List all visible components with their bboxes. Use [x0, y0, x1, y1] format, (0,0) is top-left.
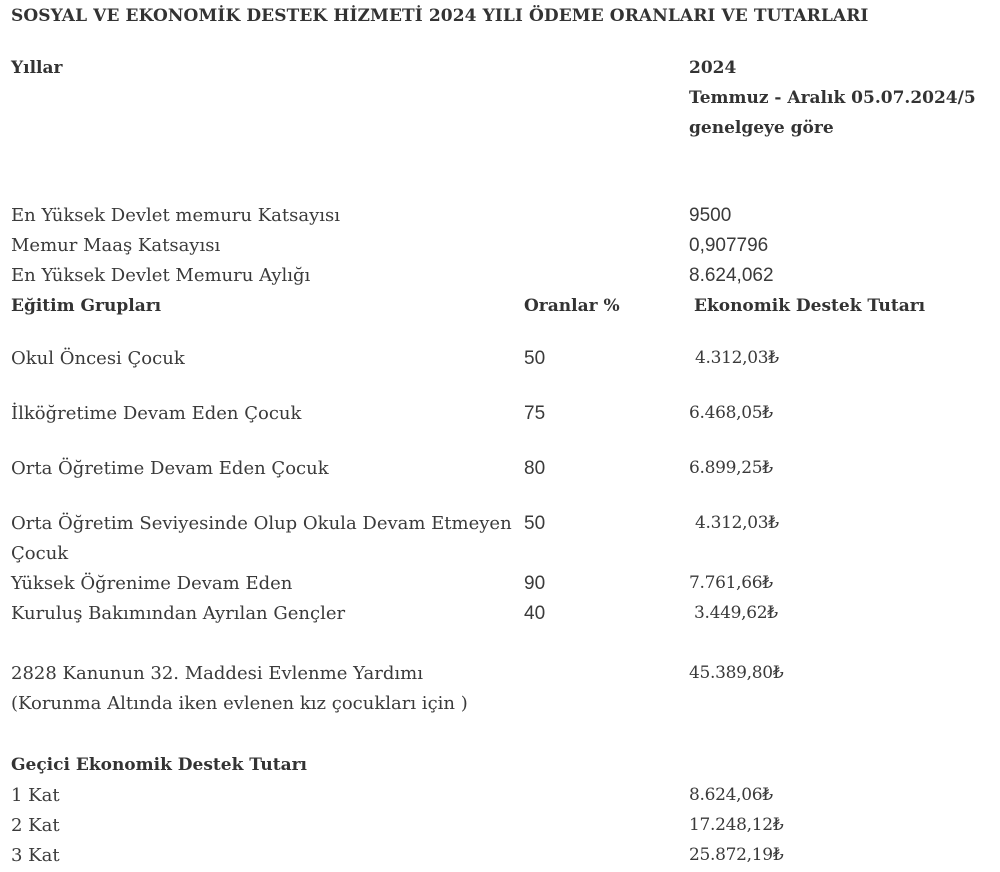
period-line-2: genelgeye göre — [689, 118, 834, 138]
table-row-amount: 4.312,03₺ — [695, 348, 779, 368]
marriage-aid-amount: 45.389,80₺ — [689, 663, 784, 683]
table-row-rate: 50 — [524, 348, 546, 369]
temporary-support-heading: Geçici Ekonomik Destek Tutarı — [11, 755, 308, 775]
coefficient-value: 0,907796 — [689, 235, 769, 256]
marriage-aid-label: 2828 Kanunun 32. Maddesi Evlenme Yardımı — [11, 663, 423, 684]
table-row-amount: 4.312,03₺ — [695, 513, 779, 533]
page-title: SOSYAL VE EKONOMİK DESTEK HİZMETİ 2024 YILI ÖDEME ORANLARI VE TUTARLARI — [11, 6, 869, 26]
temporary-support-label: 3 Kat — [11, 845, 60, 866]
table-row-group: Yüksek Öğrenime Devam Eden — [11, 573, 293, 594]
coefficient-label: En Yüksek Devlet Memuru Aylığı — [11, 265, 311, 286]
years-label: Yıllar — [11, 58, 63, 78]
period-line-1: Temmuz - Aralık 05.07.2024/5 — [689, 88, 976, 108]
table-row-rate: 40 — [524, 603, 546, 624]
column-header-amount: Ekonomik Destek Tutarı — [694, 296, 926, 316]
coefficient-value: 9500 — [689, 205, 732, 226]
coefficient-label: En Yüksek Devlet memuru Katsayısı — [11, 205, 341, 226]
table-row-rate: 50 — [524, 513, 546, 534]
table-row-amount: 6.899,25₺ — [689, 458, 773, 478]
column-header-rate: Oranlar % — [524, 296, 620, 316]
table-row-rate: 90 — [524, 573, 546, 594]
column-header-group: Eğitim Grupları — [11, 296, 162, 316]
temporary-support-amount: 17.248,12₺ — [689, 815, 784, 835]
table-row-group-continued: Çocuk — [11, 543, 69, 564]
temporary-support-label: 1 Kat — [11, 785, 60, 806]
year-value: 2024 — [689, 58, 737, 78]
table-row-amount: 7.761,66₺ — [689, 573, 773, 593]
table-row-rate: 75 — [524, 403, 546, 424]
table-row-group: Orta Öğretime Devam Eden Çocuk — [11, 458, 329, 479]
table-row-amount: 6.468,05₺ — [689, 403, 773, 423]
marriage-aid-note: (Korunma Altında iken evlenen kız çocukları için ) — [11, 693, 468, 714]
temporary-support-amount: 25.872,19₺ — [689, 845, 784, 865]
table-row-group: Kuruluş Bakımından Ayrılan Gençler — [11, 603, 346, 624]
coefficient-label: Memur Maaş Katsayısı — [11, 235, 221, 256]
temporary-support-label: 2 Kat — [11, 815, 60, 836]
coefficient-value: 8.624,062 — [689, 265, 774, 286]
temporary-support-amount: 8.624,06₺ — [689, 785, 773, 805]
table-row-amount: 3.449,62₺ — [694, 603, 778, 623]
table-row-group: Orta Öğretim Seviyesinde Olup Okula Devam Etmeyen — [11, 513, 512, 534]
table-row-group: Okul Öncesi Çocuk — [11, 348, 185, 369]
table-row-rate: 80 — [524, 458, 546, 479]
table-row-group: İlköğretime Devam Eden Çocuk — [11, 403, 302, 424]
